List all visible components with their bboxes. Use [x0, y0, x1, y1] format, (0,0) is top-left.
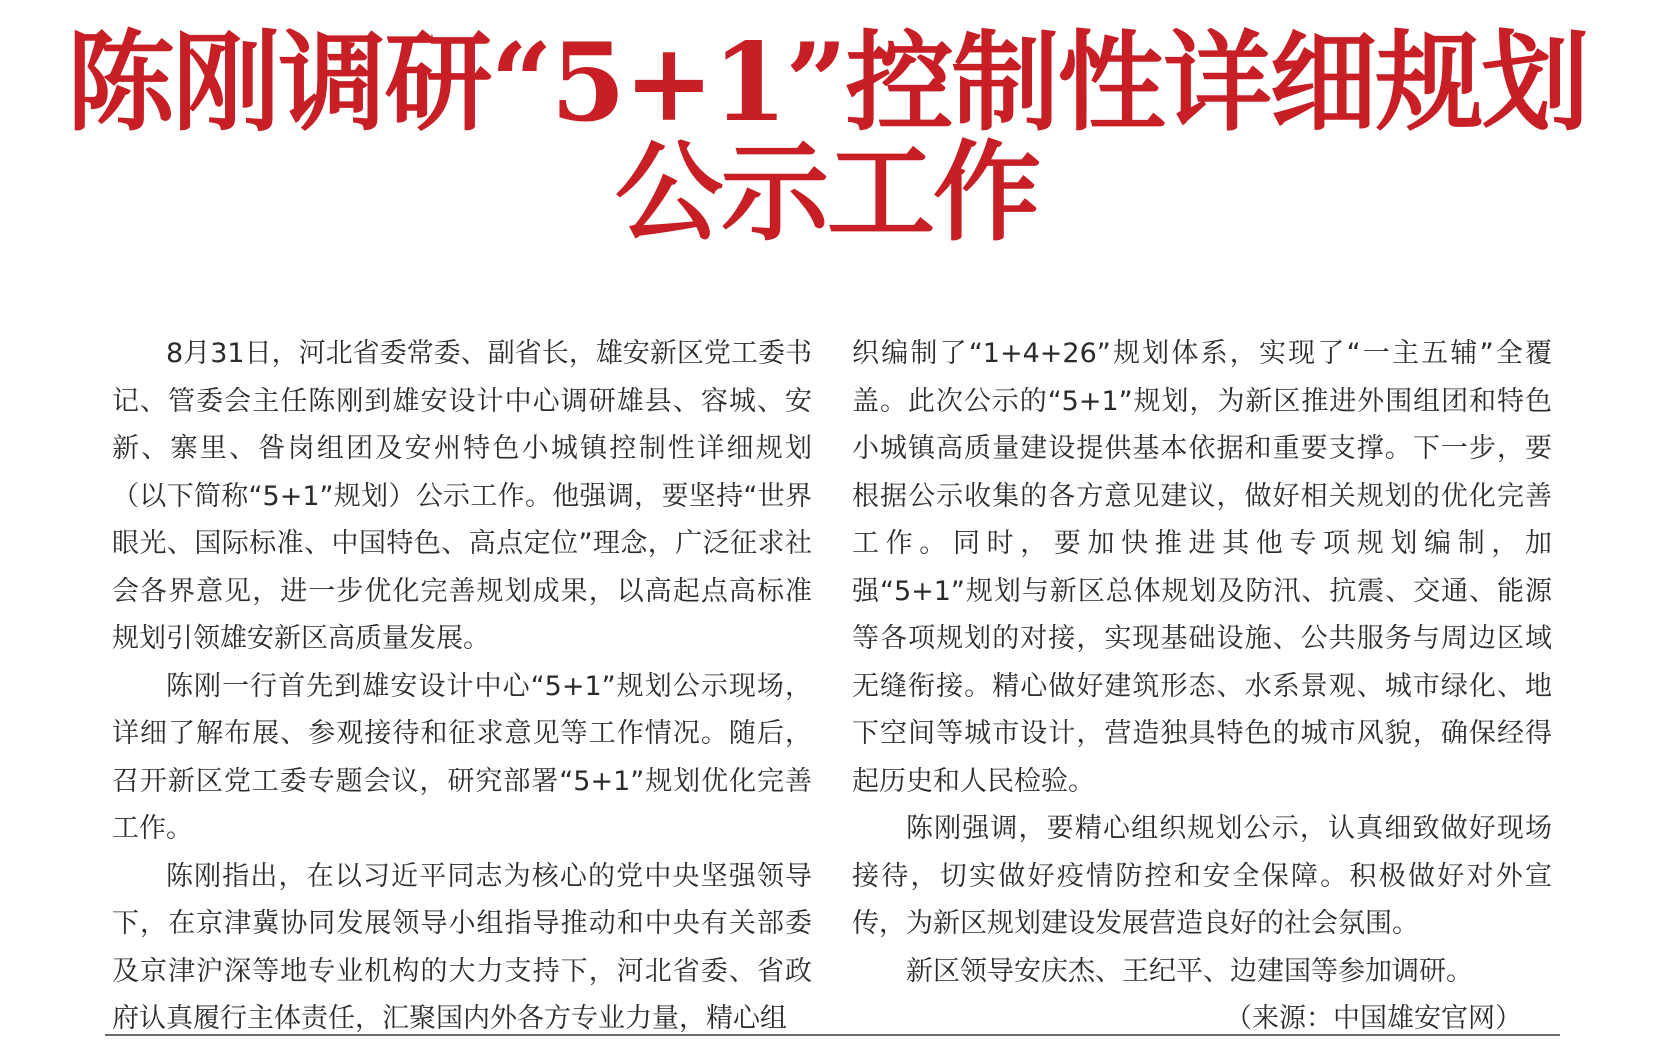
bottom-divider: [105, 1034, 1560, 1036]
paragraph-5: 新区领导安庆杰、王纪平、边建国等参加调研。: [906, 955, 1473, 987]
article-title: [0, 20, 1654, 256]
paragraph-2: 陈刚一行首先到雄安设计中心“5+1”规划公示现场，详细了解布展、参观接待和征求意见等工作情况。随后，召开新区党工委专题会议，研究部署“5+1”规划优化完善工作。: [112, 670, 812, 844]
article-source: （来源：中国雄安官网）: [1225, 1003, 1522, 1034]
article-title-line-1: 陈刚调研“5+1”控制性详细规划: [66, 20, 1588, 146]
right-column: [852, 330, 1552, 1034]
paragraph-3-continued: 织编制了“1+4+26”规划体系，实现了“一主五辅”全覆盖。此次公示的“5+1”规划，为新区推进外围组团和特色小城镇高质量建设提供基本依据和重要支撑。下一步，要根据公示收集的各方意见建议，做好相关规划的优化完善工作。同时，要加快推进其他专项规划编制，加强“5+1”规划与新区总体规划及防汛、抗震、交通、能源等各项规划的对接，实现基础设施、公共服务与周边区域无缝衔接。精心做好建筑形态、水系景观、城市绿化、地下空间等城市设计，营造独具特色的城市风貌，确保经得起历史和人民检验。: [852, 338, 1552, 797]
paragraph-4: 陈刚强调，要精心组织规划公示，认真细致做好现场接待，切实做好疫情防控和安全保障。积极做好对外宣传，为新区规划建设发展营造良好的社会氛围。: [852, 813, 1552, 939]
left-column: [112, 330, 812, 1034]
article-title-line-2: 公示工作: [614, 130, 1039, 256]
article-body: [112, 330, 1552, 1034]
paragraph-1: 8月31日，河北省委常委、副省长，雄安新区党工委书记、管委会主任陈刚到雄安设计中心调研雄县、容城、安新、寨里、昝岗组团及安州特色小城镇控制性详细规划（以下简称“5+1”规划）公示工作。他强调，要坚持“世界眼光、国际标准、中国特色、高点定位”理念，广泛征求社会各界意见，进一步优化完善规划成果，以高起点高标准规划引领雄安新区高质量发展。: [112, 338, 812, 654]
paragraph-3-start: 陈刚指出，在以习近平同志为核心的党中央坚强领导下，在京津冀协同发展领导小组指导推动和中央有关部委及京津沪深等地专业机构的大力支持下，河北省委、省政府认真履行主体责任，汇聚国内外各方专业力量，精心组: [112, 860, 812, 1034]
